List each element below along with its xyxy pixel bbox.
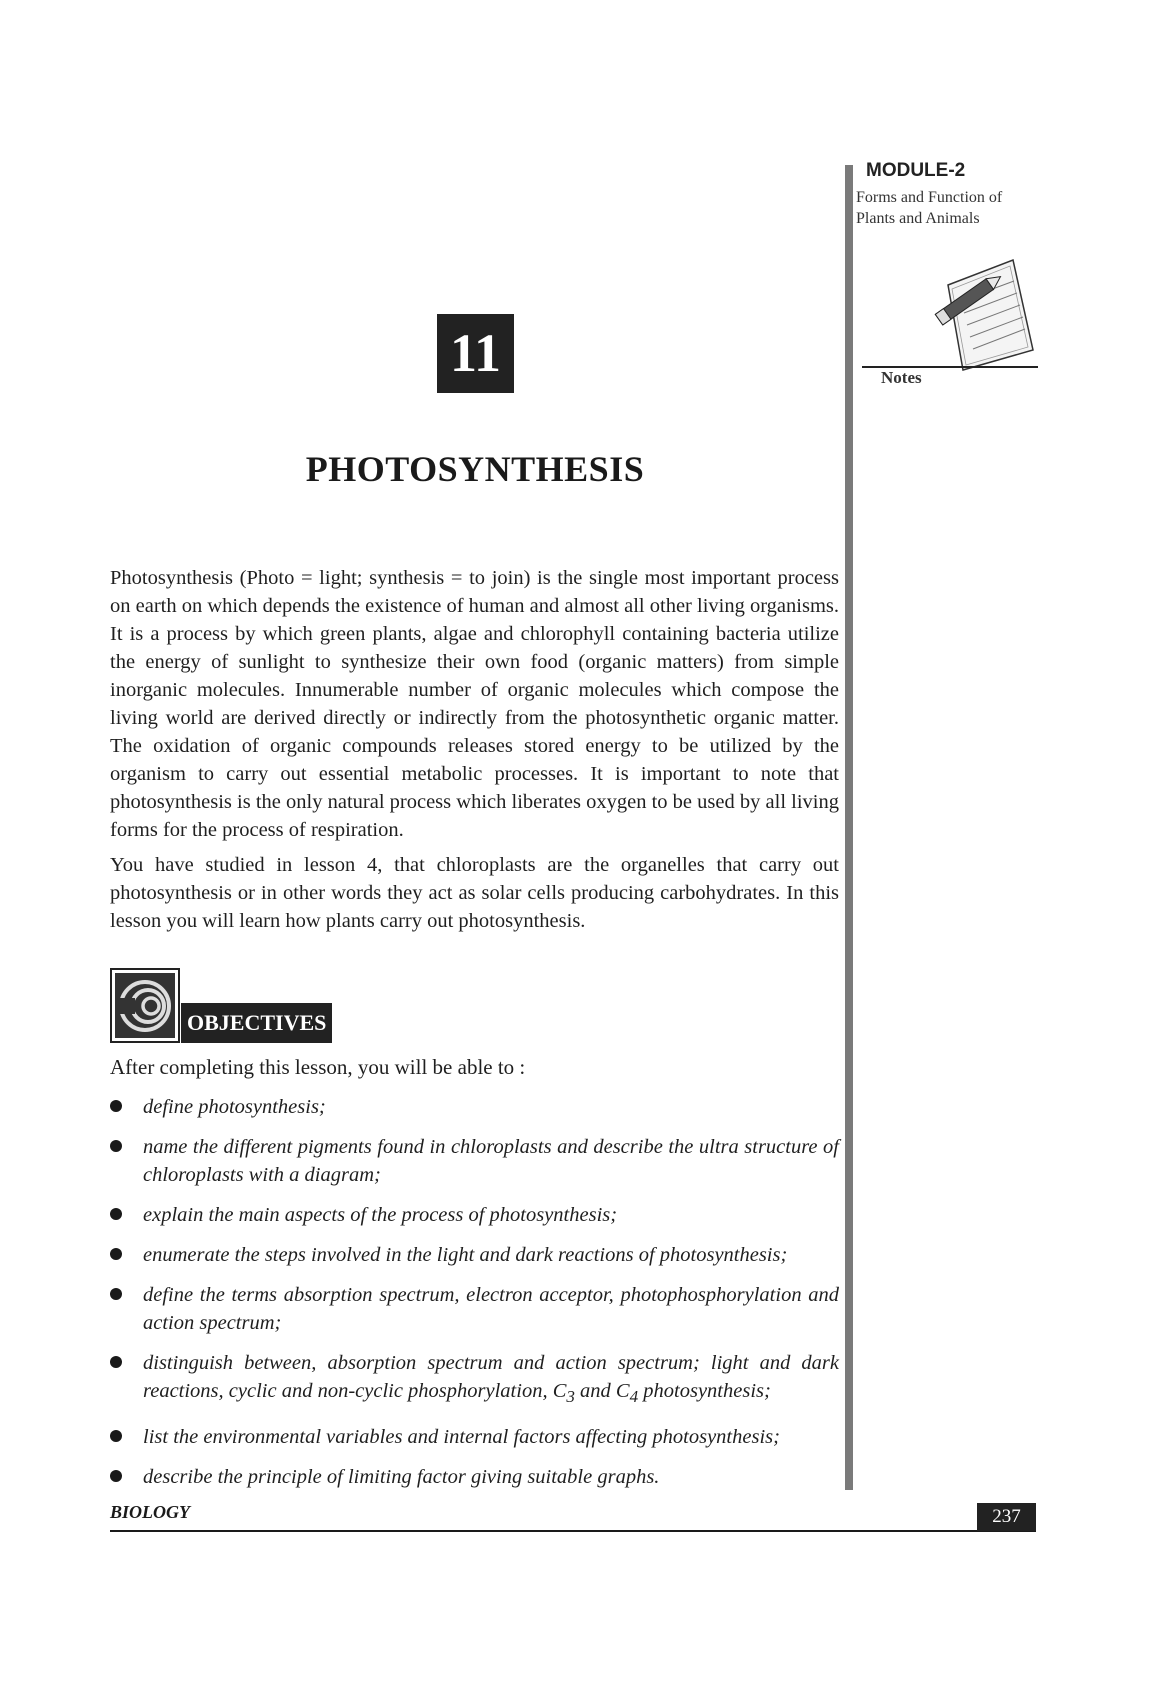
list-item: list the environmental variables and internal factors affecting photosynthesis;	[110, 1423, 839, 1451]
bullet-icon	[110, 1100, 122, 1112]
module-title: MODULE-2	[866, 160, 966, 181]
list-item: distinguish between, absorption spectrum and action spectrum; light and dark reactions, cyclic and non-cyclic phosphorylation, $C_3$ and $C_4$ photosynthesis;	[110, 1349, 839, 1411]
target-spiral-icon	[110, 968, 180, 1043]
list-item: explain the main aspects of the process of photosynthesis;	[110, 1201, 839, 1229]
footer-rule	[110, 1530, 1036, 1532]
notes-label: Notes	[881, 368, 922, 387]
intro-paragraph-1: Photosynthesis (Photo = light; synthesis = to join) is the single most important process on earth on which depends the existence of human and almost all other living organisms. It is a process by which green plants, algae and chlorophyll containing bacteria utilize the energy of sunlight to synthesize their own food (organic matters) from simple inorganic molecules. Innumerable number of organic molecules which compose the living world are derived directly or indirectly from the photosynthetic organic matter. The oxidation of organic compounds releases stored energy to be utilized by the organism to carry out essential metabolic processes. It is important to note that photosynthesis is the only natural process which liberates oxygen to be used by all living forms for the process of respiration.	[110, 567, 839, 841]
list-item: name the different pigments found in chloroplasts and describe the ultra structure of chloroplasts with a diagram;	[110, 1133, 839, 1189]
page-number: 237	[977, 1503, 1036, 1531]
list-item: define the terms absorption spectrum, electron acceptor, photophosphorylation and action spectrum;	[110, 1281, 839, 1337]
list-item: describe the principle of limiting factor giving suitable graphs.	[110, 1463, 839, 1491]
chapter-number: 11	[437, 314, 514, 393]
bullet-icon	[110, 1356, 122, 1368]
module-subtitle-line1: Forms and Function of	[856, 189, 1003, 206]
list-item: define photosynthesis;	[110, 1093, 839, 1121]
sidebar-divider	[845, 165, 853, 1490]
intro-paragraph-2: You have studied in lesson 4, that chloroplasts are the organelles that carry out photosynthesis or in other words they act as solar cells producing carbohydrates. In this lesson you will learn how plants carry out photosynthesis.	[110, 854, 839, 932]
chapter-title: PHOTOSYNTHESIS	[305, 449, 645, 489]
bullet-icon	[110, 1140, 122, 1152]
objectives-list	[110, 1093, 839, 1503]
bullet-icon	[110, 1288, 122, 1300]
bullet-icon	[110, 1208, 122, 1220]
bullet-icon	[110, 1248, 122, 1260]
module-subtitle-line2: Plants and Animals	[856, 210, 980, 227]
module-subtitle	[856, 187, 1026, 229]
bullet-icon	[110, 1430, 122, 1442]
bullet-icon	[110, 1470, 122, 1482]
footer-subject: BIOLOGY	[110, 1502, 190, 1522]
objectives-label: OBJECTIVES	[181, 1003, 332, 1043]
list-item: enumerate the steps involved in the light and dark reactions of photosynthesis;	[110, 1241, 839, 1269]
objectives-intro: After completing this lesson, you will be able to :	[110, 1055, 526, 1079]
